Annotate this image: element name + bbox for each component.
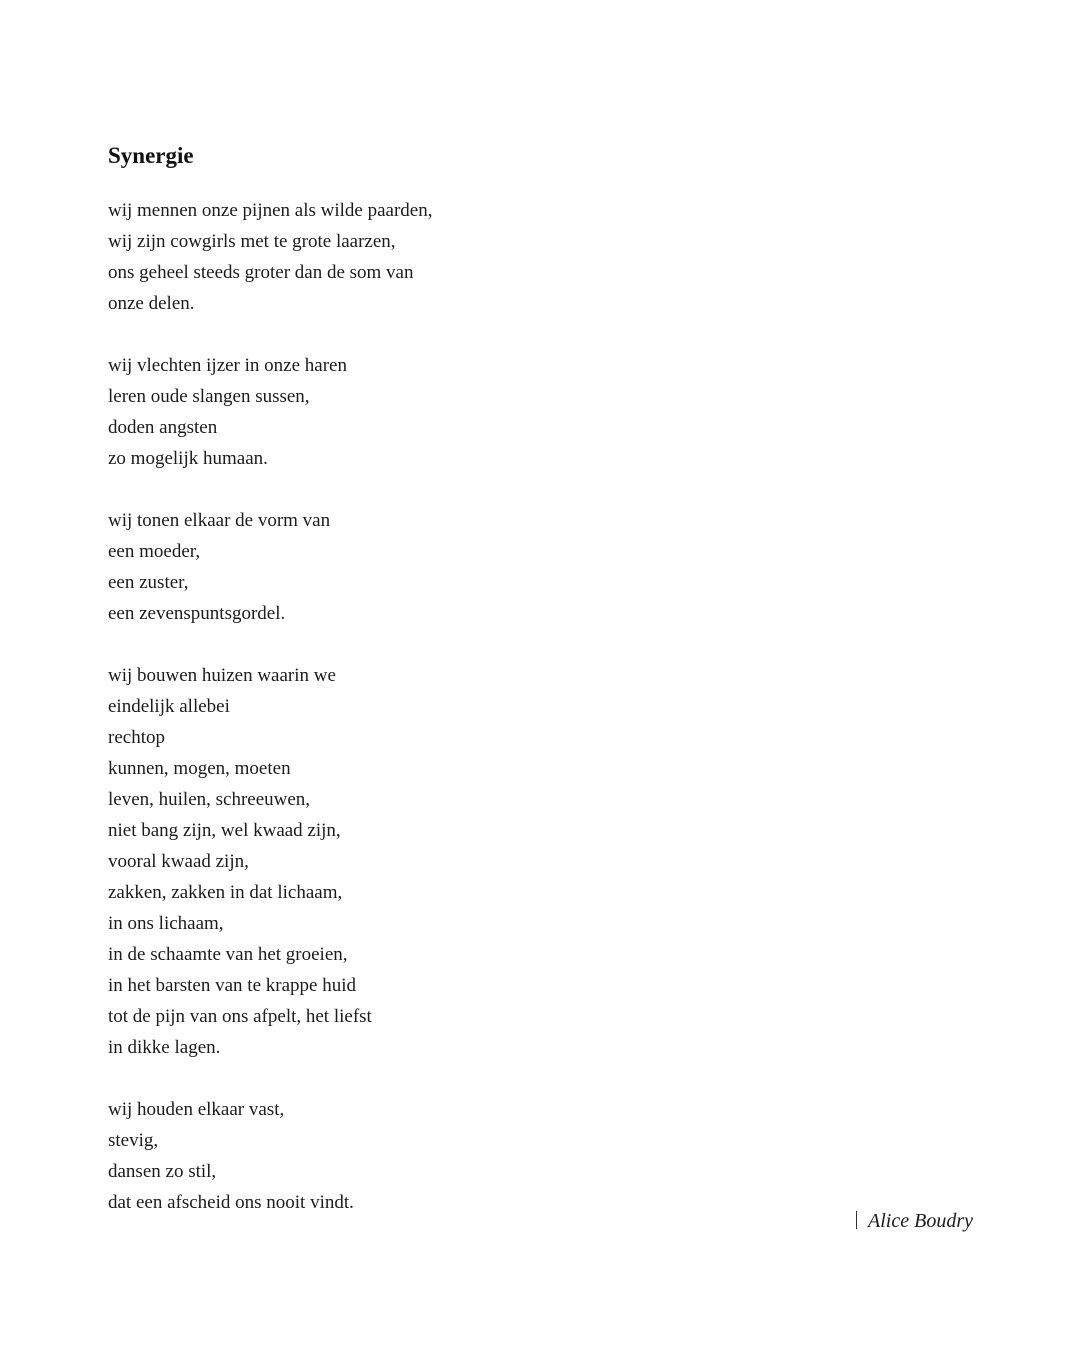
signature-divider [856,1211,857,1229]
poem-line: wij tonen elkaar de vorm van [108,510,331,531]
poem-line: zo mogelijk humaan. [108,448,268,469]
poem-line: wij vlechten ijzer in onze haren [108,355,347,376]
poem-line: doden angsten [108,417,218,438]
poem-line: tot de pijn van ons afpelt, het liefst [108,1006,372,1027]
stanza [108,505,728,629]
poem-line: wij houden elkaar vast, [108,1099,285,1120]
poem-line: niet bang zijn, wel kwaad zijn, [108,820,341,841]
poem-body [108,195,728,1218]
poem-line: wij bouwen huizen waarin we [108,665,336,686]
poem-title: Synergie [108,143,194,168]
poem-line: rechtop [108,727,165,748]
poem-line: ons geheel steeds groter dan de som van [108,262,414,283]
poem-line: in dikke lagen. [108,1037,221,1058]
poem-line: in de schaamte van het groeien, [108,944,348,965]
poem-line: een zevenspuntsgordel. [108,603,286,624]
poem-line: een zuster, [108,572,189,593]
poem-line: kunnen, mogen, moeten [108,758,291,779]
poem-line: wij mennen onze pijnen als wilde paarden, [108,200,433,221]
poem-line: in het barsten van te krappe huid [108,975,356,996]
author-name: Alice Boudry [868,1210,973,1232]
poem-line: dansen zo stil, [108,1161,217,1182]
poem-line: wij zijn cowgirls met te grote laarzen, [108,231,396,252]
stanza [108,1094,728,1218]
poem-line: eindelijk allebei [108,696,230,717]
poem-line: onze delen. [108,293,195,314]
stanza [108,195,728,319]
poem-line: zakken, zakken in dat lichaam, [108,882,343,903]
author-signature [856,1207,973,1235]
stanza [108,350,728,474]
poem-line: dat een afscheid ons nooit vindt. [108,1192,354,1213]
poem-line: een moeder, [108,541,201,562]
poem-line: leren oude slangen sussen, [108,386,310,407]
stanza [108,660,728,1063]
poem-page [108,138,728,1249]
poem-line: stevig, [108,1130,159,1151]
poem-line: vooral kwaad zijn, [108,851,249,872]
poem-line: leven, huilen, schreeuwen, [108,789,311,810]
poem-line: in ons lichaam, [108,913,224,934]
